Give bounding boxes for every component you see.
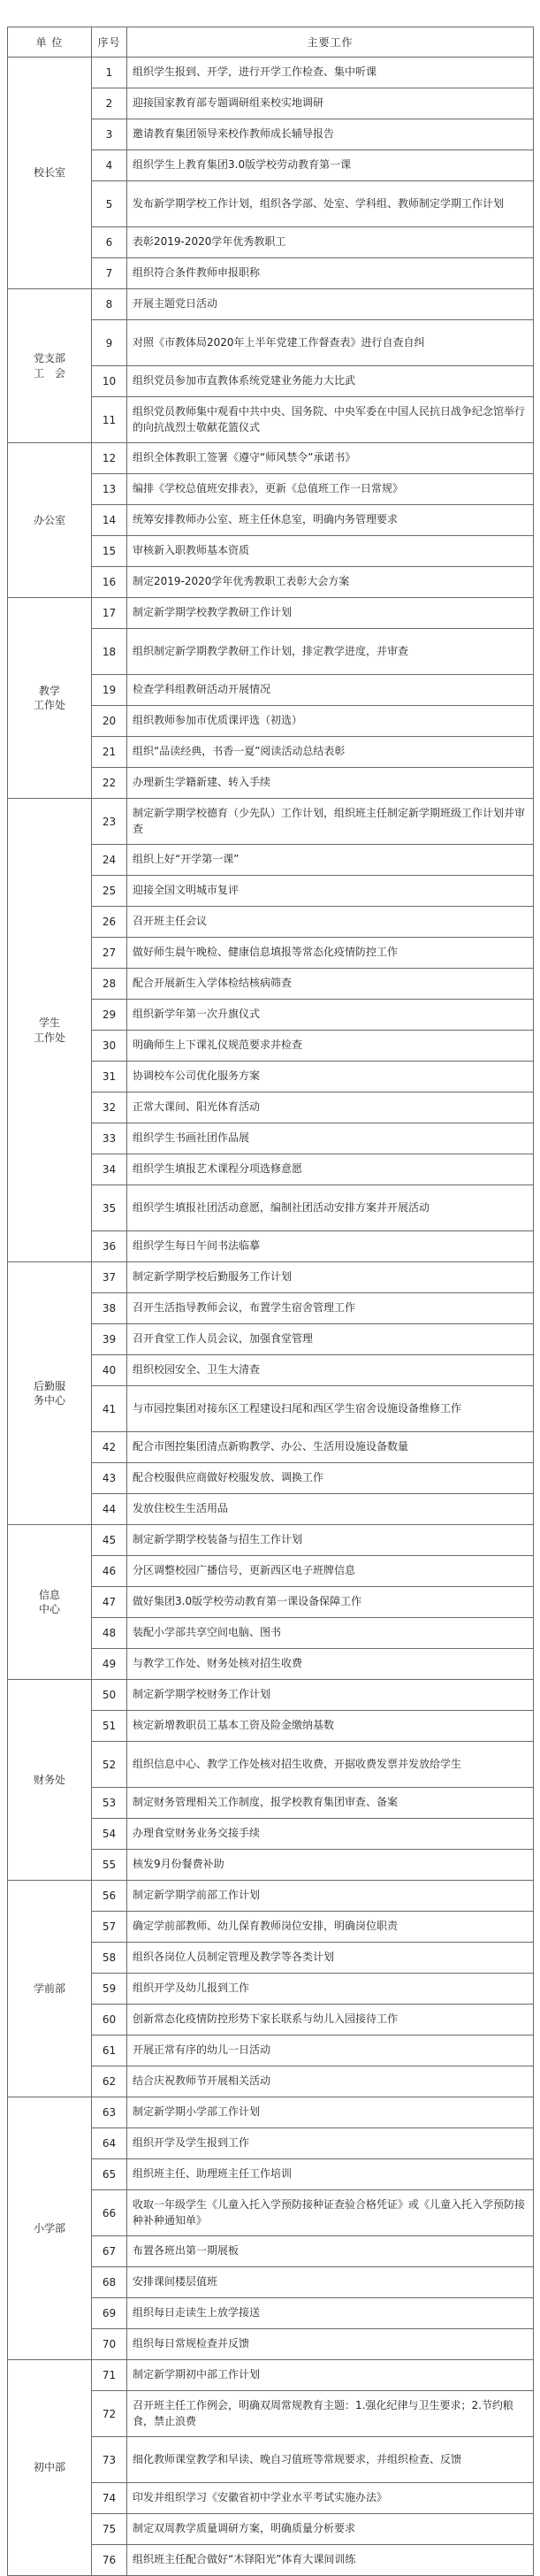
item-number: 18 — [92, 629, 127, 675]
task-text: 审核新入职教师基本资质 — [127, 536, 534, 567]
item-number: 38 — [92, 1293, 127, 1324]
task-text: 组织班主任、助理班主任工作培训 — [127, 2159, 534, 2190]
item-number: 9 — [92, 320, 127, 366]
item-number: 73 — [92, 2437, 127, 2483]
table-row — [8, 2097, 534, 2128]
task-text: 办理新生学籍新建、转入手续 — [127, 768, 534, 799]
task-text: 收取一年级学生《儿童入托入学预防接种证查验合格凭证》或《儿童入托入学预防接种补种通知单》 — [127, 2190, 534, 2236]
task-text: 组织学生报到、开学，进行开学工作检查、集中听课 — [127, 58, 534, 88]
task-text: 编排《学校总值班安排表》，更新《总值班工作一日常规》 — [127, 474, 534, 505]
item-number: 41 — [92, 1386, 127, 1432]
task-text: 与教学工作处、财务处核对招生收费 — [127, 1649, 534, 1680]
task-text: 印发并组织学习《安徽省初中学业水平考试实施办法》 — [127, 2483, 534, 2514]
task-text: 布置各班出第一期展板 — [127, 2236, 534, 2267]
item-number: 72 — [92, 2391, 127, 2437]
task-text: 开展正常有序的幼儿一日活动 — [127, 2036, 534, 2066]
item-number: 22 — [92, 768, 127, 799]
work-plan-table — [7, 27, 534, 2576]
item-number: 5 — [92, 181, 127, 227]
task-text: 配合市图控集团清点新购教学、办公、生活用设施设备数量 — [127, 1432, 534, 1463]
task-text: 核发9月份餐费补助 — [127, 1850, 534, 1881]
item-number: 67 — [92, 2236, 127, 2267]
item-number: 39 — [92, 1324, 127, 1355]
task-text: 安排课间楼层值班 — [127, 2267, 534, 2298]
item-number: 33 — [92, 1123, 127, 1154]
item-number: 64 — [92, 2128, 127, 2159]
task-text: 细化教师课堂教学和早读、晚自习值班等常规要求，并组织检查、反馈 — [127, 2437, 534, 2483]
task-text: 召开班主任会议 — [127, 907, 534, 938]
item-number: 61 — [92, 2036, 127, 2066]
task-text: 组织学生上教育集团3.0版学校劳动教育第一课 — [127, 150, 534, 181]
department-cell — [8, 58, 92, 289]
item-number: 32 — [92, 1092, 127, 1123]
table-row — [8, 1680, 534, 1711]
task-text: 组织每日走读生上放学接送 — [127, 2298, 534, 2329]
item-number: 36 — [92, 1231, 127, 1262]
header-num: 序号 — [92, 27, 127, 58]
table-row — [8, 2360, 534, 2391]
table-row — [8, 799, 534, 845]
department-name: 办公室 — [33, 513, 65, 526]
item-number: 24 — [92, 845, 127, 876]
item-number: 45 — [92, 1525, 127, 1556]
table-row — [8, 1262, 534, 1293]
item-number: 52 — [92, 1742, 127, 1788]
item-number: 20 — [92, 706, 127, 737]
task-text: 组织教师参加市优质课评选（初选） — [127, 706, 534, 737]
item-number: 11 — [92, 397, 127, 443]
task-text: 制定新学期小学部工作计划 — [127, 2097, 534, 2128]
item-number: 55 — [92, 1850, 127, 1881]
task-text: 组织开学及幼儿报到工作 — [127, 1974, 534, 2005]
item-number: 75 — [92, 2514, 127, 2545]
table-row — [8, 58, 534, 88]
header-dept: 单 位 — [8, 27, 92, 58]
table-row — [8, 598, 534, 629]
task-text: 结合庆祝教师节开展相关活动 — [127, 2066, 534, 2097]
department-name: 学生 — [38, 1016, 60, 1030]
item-number: 50 — [92, 1680, 127, 1711]
task-text: 组织各岗位人员制定管理及教学等各类计划 — [127, 1943, 534, 1974]
task-text: 制定新学期学校后勤服务工作计划 — [127, 1262, 534, 1293]
task-text: 组织每日常规检查并反馈 — [127, 2329, 534, 2360]
task-text: 组织“品读经典，书香一夏”阅读活动总结表彰 — [127, 737, 534, 768]
task-text: 确定学前部教师、幼儿保育教师岗位安排，明确岗位职责 — [127, 1912, 534, 1943]
task-text: 统筹安排教师办公室、班主任休息室，明确内务管理要求 — [127, 505, 534, 536]
item-number: 17 — [92, 598, 127, 629]
item-number: 29 — [92, 1000, 127, 1031]
department-name: 校长室 — [33, 166, 65, 180]
department-name: 工作处 — [33, 1031, 65, 1044]
item-number: 31 — [92, 1062, 127, 1092]
item-number: 44 — [92, 1494, 127, 1525]
item-number: 62 — [92, 2066, 127, 2097]
department-name: 初中部 — [33, 2461, 65, 2474]
table-row — [8, 1525, 534, 1556]
task-text: 开展主题党日活动 — [127, 289, 534, 320]
task-text: 制定新学期学校教学教研工作计划 — [127, 598, 534, 629]
task-text: 发布新学期学校工作计划，组织各学部、处室、学科组、教师制定学期工作计划 — [127, 181, 534, 227]
item-number: 68 — [92, 2267, 127, 2298]
task-text: 发放住校生生活用品 — [127, 1494, 534, 1525]
task-text: 组织学生填报艺术课程分项选修意愿 — [127, 1154, 534, 1185]
task-text: 装配小学部共享空间电脑、图书 — [127, 1618, 534, 1649]
item-number: 60 — [92, 2005, 127, 2036]
task-text: 对照《市教体局2020年上半年党建工作督查表》进行自查自纠 — [127, 320, 534, 366]
task-text: 组织符合条件教师申报职称 — [127, 258, 534, 289]
item-number: 40 — [92, 1355, 127, 1386]
department-cell — [8, 1525, 92, 1680]
task-text: 组织上好“开学第一课” — [127, 845, 534, 876]
item-number: 53 — [92, 1788, 127, 1819]
task-text: 制定新学期学校德育（少先队）工作计划，组织班主任制定新学期班级工作计划并审查 — [127, 799, 534, 845]
task-text: 正常大课间、阳光体育活动 — [127, 1092, 534, 1123]
task-text: 迎接全国文明城市复评 — [127, 876, 534, 907]
item-number: 26 — [92, 907, 127, 938]
task-text: 明确师生上下课礼仪规范要求并检查 — [127, 1031, 534, 1062]
task-text: 组织全体教职工签署《遵守“师风禁令”承诺书》 — [127, 443, 534, 474]
item-number: 8 — [92, 289, 127, 320]
item-number: 42 — [92, 1432, 127, 1463]
task-text: 迎接国家教育部专题调研组来校实地调研 — [127, 88, 534, 119]
department-name: 小学部 — [33, 2221, 65, 2235]
item-number: 15 — [92, 536, 127, 567]
item-number: 74 — [92, 2483, 127, 2514]
department-cell — [8, 289, 92, 443]
task-text: 邀请教育集团领导来校作教师成长辅导报告 — [127, 119, 534, 150]
item-number: 16 — [92, 567, 127, 598]
item-number: 4 — [92, 150, 127, 181]
task-text: 做好师生晨午晚检、健康信息填报等常态化疫情防控工作 — [127, 938, 534, 969]
item-number: 46 — [92, 1556, 127, 1587]
table-row — [8, 289, 534, 320]
item-number: 69 — [92, 2298, 127, 2329]
task-text: 配合开展新生入学体检结核病筛查 — [127, 969, 534, 1000]
task-text: 召开班主任工作例会，明确双周常规教育主题：1.强化纪律与卫生要求；2.节约粮食，禁止浪费 — [127, 2391, 534, 2437]
table-row — [8, 1881, 534, 1912]
item-number: 30 — [92, 1031, 127, 1062]
item-number: 65 — [92, 2159, 127, 2190]
task-text: 组织党员参加市直教体系统党建业务能力大比武 — [127, 366, 534, 397]
task-text: 制定新学期学前部工作计划 — [127, 1881, 534, 1912]
department-cell — [8, 598, 92, 799]
task-text: 组织信息中心、教学工作处核对招生收费，开据收费发票并发放给学生 — [127, 1742, 534, 1788]
department-cell — [8, 2097, 92, 2360]
task-text: 制定新学期学校财务工作计划 — [127, 1680, 534, 1711]
task-text: 检查学科组教研活动开展情况 — [127, 675, 534, 706]
item-number: 56 — [92, 1881, 127, 1912]
department-cell — [8, 1680, 92, 1881]
task-text: 制定2019-2020学年优秀教职工表彰大会方案 — [127, 567, 534, 598]
header-work: 主要工作 — [127, 27, 534, 58]
task-text: 组织班主任配合做好“木铎阳光”体育大课间训练 — [127, 2545, 534, 2576]
item-number: 7 — [92, 258, 127, 289]
item-number: 49 — [92, 1649, 127, 1680]
item-number: 66 — [92, 2190, 127, 2236]
department-name: 工 会 — [33, 366, 65, 380]
task-text: 组织党员教师集中观看中共中央、国务院、中央军委在中国人民抗日战争纪念馆举行的向抗战烈士敬献花篮仪式 — [127, 397, 534, 443]
item-number: 2 — [92, 88, 127, 119]
department-name: 后勤服 — [33, 1379, 65, 1392]
task-text: 组织新学年第一次升旗仪式 — [127, 1000, 534, 1031]
department-name: 财务处 — [33, 1773, 65, 1786]
item-number: 12 — [92, 443, 127, 474]
department-name: 中心 — [38, 1603, 60, 1615]
department-cell — [8, 1262, 92, 1525]
task-text: 办理食堂财务业务交接手续 — [127, 1819, 534, 1850]
item-number: 6 — [92, 227, 127, 258]
department-name: 学前部 — [33, 1982, 65, 1995]
department-name: 务中心 — [33, 1394, 65, 1407]
department-cell — [8, 443, 92, 598]
task-text: 分区调整校园广播信号，更新西区电子班牌信息 — [127, 1556, 534, 1587]
item-number: 14 — [92, 505, 127, 536]
item-number: 54 — [92, 1819, 127, 1850]
department-name: 信息 — [38, 1588, 60, 1601]
department-cell — [8, 799, 92, 1262]
item-number: 58 — [92, 1943, 127, 1974]
task-text: 召开生活指导教师会议，布置学生宿舍管理工作 — [127, 1293, 534, 1324]
task-text: 与市园控集团对接东区工程建设扫尾和西区学生宿舍设施设备维修工作 — [127, 1386, 534, 1432]
item-number: 59 — [92, 1974, 127, 2005]
task-text: 制定双周教学质量调研方案，明确质量分析要求 — [127, 2514, 534, 2545]
task-text: 表彰2019-2020学年优秀教职工 — [127, 227, 534, 258]
item-number: 37 — [92, 1262, 127, 1293]
item-number: 43 — [92, 1463, 127, 1494]
task-text: 制定新学期初中部工作计划 — [127, 2360, 534, 2391]
task-text: 组织学生填报社团活动意愿，编制社团活动安排方案并开展活动 — [127, 1185, 534, 1231]
item-number: 35 — [92, 1185, 127, 1231]
item-number: 51 — [92, 1711, 127, 1742]
department-cell — [8, 2360, 92, 2576]
task-text: 做好集团3.0版学校劳动教育第一课设备保障工作 — [127, 1587, 534, 1618]
item-number: 23 — [92, 799, 127, 845]
task-text: 核定新增教职员工基本工资及险金缴纳基数 — [127, 1711, 534, 1742]
task-text: 创新常态化疫情防控形势下家长联系与幼儿入园接待工作 — [127, 2005, 534, 2036]
item-number: 63 — [92, 2097, 127, 2128]
task-text: 制定财务管理相关工作制度，报学校教育集团审查、备案 — [127, 1788, 534, 1819]
task-text: 组织制定新学期教学教研工作计划，排定教学进度，并审查 — [127, 629, 534, 675]
item-number: 47 — [92, 1587, 127, 1618]
department-name: 教学 — [38, 684, 60, 697]
task-text: 配合校服供应商做好校服发放、调换工作 — [127, 1463, 534, 1494]
task-text: 协调校车公司优化服务方案 — [127, 1062, 534, 1092]
item-number: 48 — [92, 1618, 127, 1649]
item-number: 27 — [92, 938, 127, 969]
header-row — [8, 27, 534, 58]
item-number: 10 — [92, 366, 127, 397]
department-cell — [8, 1881, 92, 2097]
item-number: 19 — [92, 675, 127, 706]
task-text: 组织开学及学生报到工作 — [127, 2128, 534, 2159]
task-text: 召开食堂工作人员会议，加强食堂管理 — [127, 1324, 534, 1355]
item-number: 1 — [92, 58, 127, 88]
item-number: 70 — [92, 2329, 127, 2360]
item-number: 28 — [92, 969, 127, 1000]
item-number: 3 — [92, 119, 127, 150]
table-row — [8, 443, 534, 474]
item-number: 34 — [92, 1154, 127, 1185]
item-number: 21 — [92, 737, 127, 768]
item-number: 25 — [92, 876, 127, 907]
task-text: 组织学生书画社团作品展 — [127, 1123, 534, 1154]
item-number: 71 — [92, 2360, 127, 2391]
task-text: 组织校园安全、卫生大清查 — [127, 1355, 534, 1386]
item-number: 57 — [92, 1912, 127, 1943]
department-name: 党支部 — [33, 352, 65, 365]
task-text: 组织学生每日午间书法临摹 — [127, 1231, 534, 1262]
work-table-body — [8, 58, 534, 2576]
item-number: 13 — [92, 474, 127, 505]
department-name: 工作处 — [33, 699, 65, 711]
task-text: 制定新学期学校装备与招生工作计划 — [127, 1525, 534, 1556]
item-number: 76 — [92, 2545, 127, 2576]
